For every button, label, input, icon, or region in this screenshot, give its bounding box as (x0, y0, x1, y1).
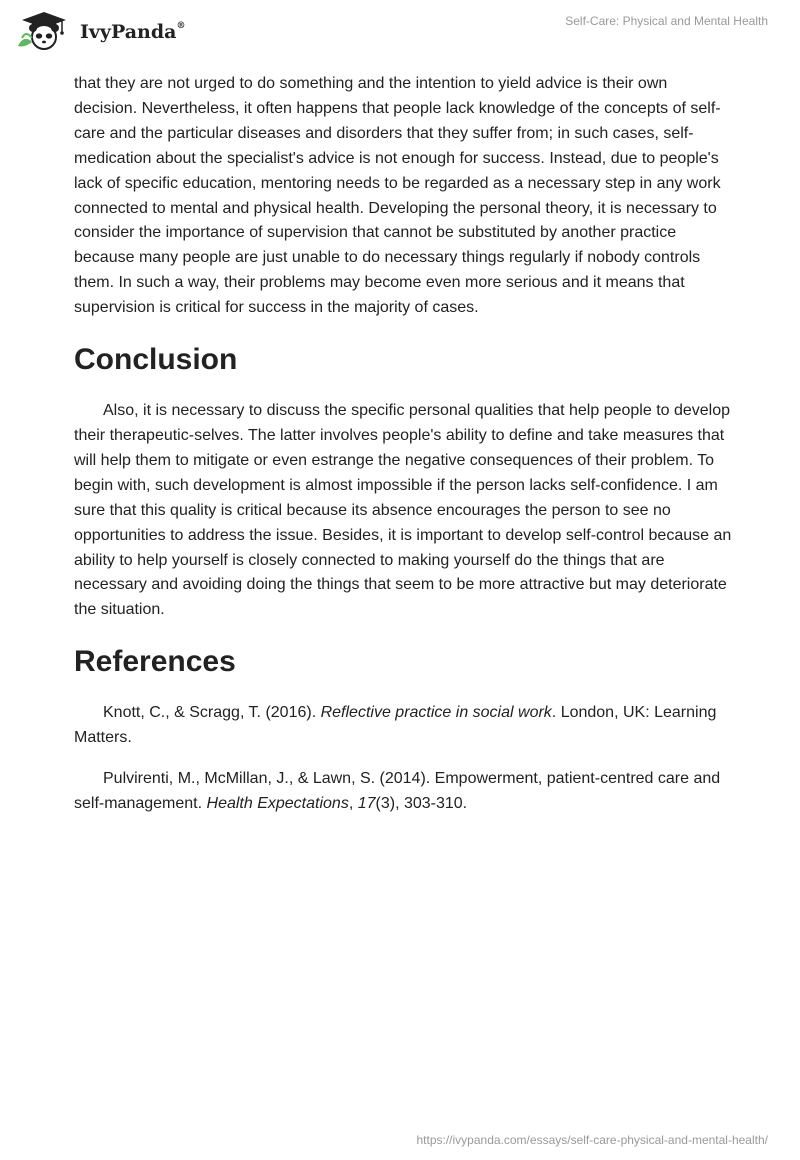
reference-text: Pulvirenti, M., McMillan, J., & Lawn, S. (2014). Empowerment, patient-centred care and self-management. (74, 770, 721, 812)
page-header (0, 0, 800, 70)
reference-text: , (348, 794, 358, 812)
logo-wordmark: IvyPanda (80, 21, 177, 43)
registered-mark: ® (176, 20, 186, 31)
references-heading: References (74, 645, 236, 679)
reference-journal: Health Expectations (206, 794, 349, 812)
reference-text: (3), 303-310. (375, 794, 468, 812)
reference-text: Knott, C., & Scragg, T. (2016). (103, 704, 321, 722)
reference-item (74, 767, 734, 817)
reference-text: . London, UK: Learning Matters. (74, 704, 717, 747)
document-title: Self-Care: Physical and Mental Health (565, 14, 768, 28)
footer-url-link[interactable]: https://ivypanda.com/essays/self-care-physical-and-mental-health/ (416, 1133, 768, 1147)
ivypanda-logo[interactable] (14, 8, 185, 52)
reference-title: Reflective practice in social work (320, 704, 552, 722)
logo-text (80, 21, 185, 43)
reference-volume: 17 (357, 794, 376, 812)
reference-item (74, 701, 734, 751)
document-body (74, 72, 734, 833)
conclusion-paragraph: Also, it is necessary to discuss the specific personal qualities that help people to develop their therapeutic-selves. The latter involves people's ability to define and take measures that will help them to mitigate or even estrange the negative consequences of their problem. To begin with, such development is almost impossible if the person lacks self-confidence. I am sure that this quality is critical because its absence encourages the person to see no opportunities to address the issue. Besides, it is important to develop self-control because an ability to help yourself is closely connected to making yourself do the things that are necessary and avoiding doing the things that seem to be more attractive but may deteriorate the situation. (74, 402, 732, 619)
body-paragraph: that they are not urged to do something and the intention to yield advice is their own decision. Nevertheless, it often happens that people lack knowledge of the concepts of self-care and the particular diseases and disorders that they suffer from; in such cases, self-medication about the specialist's advice is not enough for success. Instead, due to people's lack of specific education, mentoring needs to be regarded as a necessary step in any work connected to mental and physical health. Developing the personal theory, it is necessary to consider the importance of supervision that cannot be substituted by another practice because many people are just unable to do necessary things regularly if nobody controls them. In such a way, their problems may become even more serious and it means that supervision is critical for success in the majority of cases. (74, 75, 721, 317)
panda-logo-icon (14, 8, 74, 52)
conclusion-heading: Conclusion (74, 343, 238, 377)
